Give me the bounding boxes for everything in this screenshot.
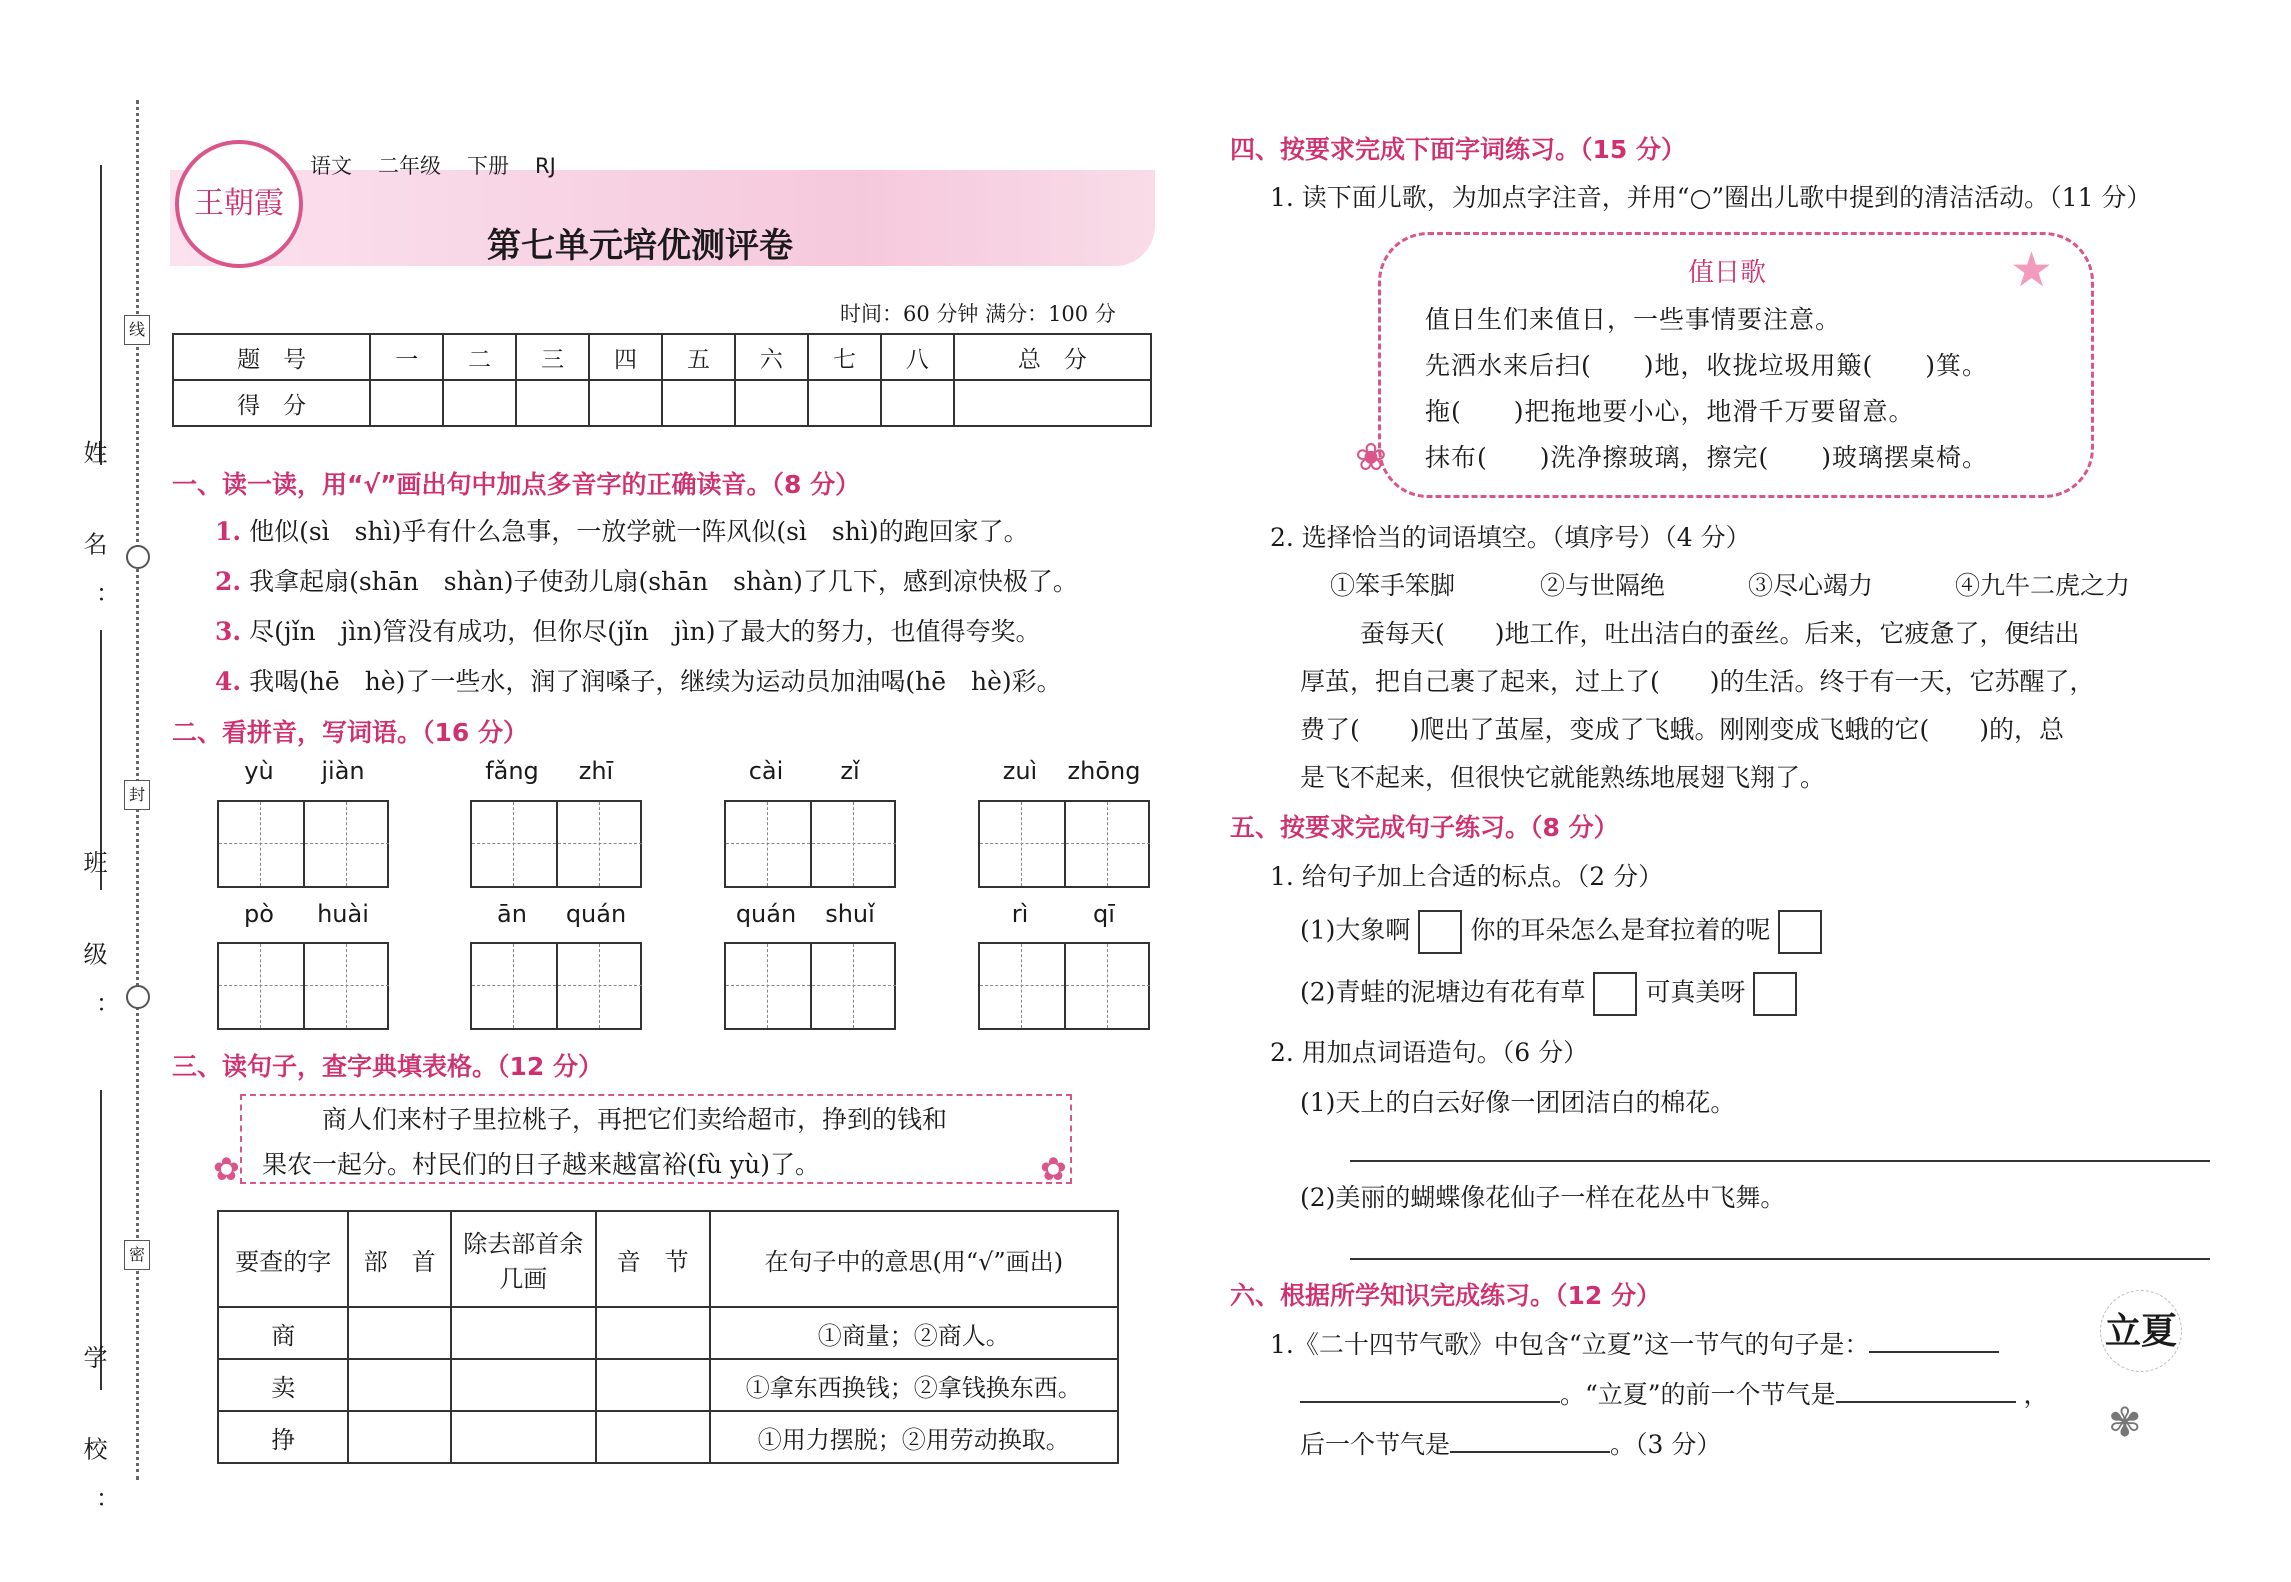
punct-box[interactable] — [1778, 910, 1822, 954]
star-icon: ✿ — [1040, 1150, 1067, 1188]
score-header-cell: 题 号 — [173, 334, 370, 380]
answer-line[interactable] — [1350, 1160, 2210, 1162]
score-cell[interactable] — [516, 380, 589, 426]
pinyin-label: zuì — [1002, 757, 1038, 785]
section-1-heading: 一、读一读，用“√”画出句中加点多音字的正确读音。（8 分） — [172, 470, 861, 499]
tian-grid[interactable] — [724, 942, 896, 1030]
answer-cell[interactable] — [596, 1359, 710, 1411]
passage-line-1: 商人们来村子里拉桃子，再把它们卖给超市，挣到的钱和 — [322, 1105, 948, 1134]
seal-mark-secret: 密 — [124, 1240, 150, 1270]
pinyin-label: quán — [735, 900, 797, 928]
answer-cell[interactable] — [451, 1307, 596, 1359]
time-info: 时间：60 分钟 满分：100 分 — [840, 302, 1116, 326]
punct-box[interactable] — [1753, 972, 1797, 1016]
answer-cell[interactable] — [451, 1411, 596, 1463]
score-header-cell: 八 — [881, 334, 954, 380]
pinyin-label: pò — [244, 900, 274, 928]
seal-mark-line: 线 — [124, 315, 150, 345]
poem-title: 值日歌 — [1688, 258, 1767, 288]
q6-line-1: 1.《二十四节气歌》中包含“立夏”这一节气的句子是： — [1270, 1325, 1999, 1361]
pinyin-label: shuǐ — [825, 900, 875, 928]
score-cell[interactable] — [443, 380, 516, 426]
answer-cell[interactable] — [348, 1307, 450, 1359]
fill-paragraph-line: 是飞不起来，但很快它就能熟练地展翅飞翔了。 — [1300, 763, 1826, 792]
section-2-heading: 二、看拼音，写词语。（16 分） — [172, 718, 528, 747]
score-row-label: 得 分 — [173, 380, 370, 426]
fill-paragraph-line: 厚茧，把自己裹了起来，过上了( )的生活。终于有一天，它苏醒了， — [1300, 667, 2095, 696]
school-label: 学 校： — [79, 1345, 107, 1545]
pinyin-label: quán — [565, 900, 627, 928]
score-cell[interactable] — [808, 380, 881, 426]
pinyin-label: zhōng — [1067, 757, 1141, 785]
solar-term-badge: 立夏 — [2100, 1290, 2182, 1372]
answer-cell[interactable] — [596, 1411, 710, 1463]
plant-icon: ✾ — [2108, 1400, 2142, 1446]
section-5-heading: 五、按要求完成句子练习。（8 分） — [1230, 813, 1619, 842]
seal-mark-seal: 封 — [124, 780, 150, 810]
score-cell[interactable] — [662, 380, 735, 426]
score-cell[interactable] — [881, 380, 954, 426]
meaning-options[interactable]: ①用力摆脱；②用劳动换取。 — [710, 1411, 1118, 1463]
score-header-cell: 六 — [735, 334, 808, 380]
q4-1: 1. 读下面儿歌，为加点字注音，并用“○”圈出儿歌中提到的清洁活动。（11 分） — [1270, 183, 2152, 212]
dict-header-cell: 音 节 — [596, 1211, 710, 1307]
section-1-item: 2. 我拿起扇(shān shàn)子使劲儿扇(shān shàn)了几下，感到凉快极了。 — [215, 567, 1078, 596]
score-header-cell: 七 — [808, 334, 881, 380]
score-header-cell: 四 — [589, 334, 662, 380]
word-option: ④九牛二虎之力 — [1955, 571, 2131, 600]
answer-cell[interactable] — [348, 1359, 450, 1411]
section-6-heading: 六、根据所学知识完成练习。（12 分） — [1230, 1281, 1661, 1310]
fill-paragraph-line: 费了( )爬出了茧屋，变成了飞蛾。刚刚变成飞蛾的它( )的，总 — [1300, 715, 2065, 744]
q5-1: 1. 给句子加上合适的标点。（2 分） — [1270, 862, 1664, 891]
dict-header-cell: 除去部首余几画 — [451, 1211, 596, 1307]
q6-line-3: 后一个节气是 。（3 分） — [1300, 1430, 1722, 1459]
pinyin-label: fǎng — [485, 757, 539, 785]
answer-cell[interactable] — [348, 1411, 450, 1463]
dict-header-cell: 部 首 — [348, 1211, 450, 1307]
pinyin-label: zǐ — [840, 757, 860, 785]
example-sentence-1: (1)天上的白云好像一团团洁白的棉花。 — [1300, 1088, 1736, 1117]
punct-sentence-1: (1)大象啊 你的耳朵怎么是耷拉着的呢 — [1300, 910, 1830, 954]
name-line[interactable] — [100, 165, 102, 465]
class-label: 班 级： — [79, 850, 107, 1050]
score-header-cell: 三 — [516, 334, 589, 380]
lookup-char: 挣 — [218, 1411, 348, 1463]
score-header-cell: 一 — [370, 334, 443, 380]
dict-header-cell: 要查的字 — [218, 1211, 348, 1307]
pinyin-label: ān — [497, 900, 527, 928]
score-cell[interactable] — [735, 380, 808, 426]
section-1-item: 3. 尽(jǐn jìn)管没有成功，但你尽(jǐn jìn)了最大的努力，也值得夸奖。 — [215, 617, 1041, 646]
poem-line: 值日生们来值日，一些事情要注意。 — [1425, 305, 1842, 334]
tian-grid[interactable] — [978, 800, 1150, 888]
word-option: ③尽心竭力 — [1748, 571, 1874, 600]
dictionary-table — [217, 1210, 1119, 1464]
word-option: ①笨手笨脚 — [1330, 571, 1456, 600]
lookup-char: 卖 — [218, 1359, 348, 1411]
course-info: 语文 二年级 下册 RJ — [310, 154, 556, 178]
word-option: ②与世隔绝 — [1540, 571, 1666, 600]
answer-blank[interactable] — [1450, 1451, 1610, 1453]
page-title: 第七单元培优测评卷 — [487, 226, 793, 266]
meaning-options[interactable]: ①拿东西换钱；②拿钱换东西。 — [710, 1359, 1118, 1411]
tian-grid[interactable] — [217, 942, 389, 1030]
answer-blank[interactable] — [1300, 1401, 1560, 1403]
pinyin-label: zhī — [578, 757, 614, 785]
star-icon: ★ — [2010, 242, 2054, 298]
fill-paragraph-line: 蚕每天( )地工作，吐出洁白的蚕丝。后来，它疲惫了，便结出 — [1360, 619, 2080, 648]
punct-sentence-2: (2)青蛙的泥塘边有花有草 可真美呀 — [1300, 972, 1805, 1016]
pinyin-label: cài — [748, 757, 784, 785]
section-3-heading: 三、读句子，查字典填表格。（12 分） — [172, 1052, 603, 1081]
answer-line[interactable] — [1350, 1258, 2210, 1260]
score-header-cell: 五 — [662, 334, 735, 380]
score-header-cell: 二 — [443, 334, 516, 380]
poem-line: 抹布( )洗净擦玻璃，擦完( )玻璃摆桌椅。 — [1425, 443, 1989, 472]
score-table — [172, 333, 1152, 427]
pinyin-label: jiàn — [321, 757, 365, 785]
star-icon: ✿ — [213, 1150, 240, 1188]
example-sentence-2: (2)美丽的蝴蝶像花仙子一样在花丛中飞舞。 — [1300, 1183, 1786, 1212]
score-header-cell: 总 分 — [954, 334, 1151, 380]
q6-line-2: 。“立夏”的前一个节气是 ， — [1300, 1375, 2049, 1411]
section-1-item: 1. 他似(sì shì)乎有什么急事，一放学就一阵风似(sì shì)的跑回家了。 — [215, 517, 1029, 546]
pinyin-label: huài — [317, 900, 369, 928]
pinyin-label: rì — [1011, 900, 1029, 928]
dict-header-cell: 在句子中的意思(用“√”画出) — [710, 1211, 1118, 1307]
pinyin-label: yù — [244, 757, 274, 785]
poem-line: 先洒水来后扫( )地，收拢垃圾用簸( )箕。 — [1425, 351, 1989, 380]
tian-grid[interactable] — [724, 800, 896, 888]
lookup-char: 商 — [218, 1307, 348, 1359]
name-label: 姓 名： — [79, 440, 107, 640]
answer-cell[interactable] — [451, 1359, 596, 1411]
score-cell[interactable] — [954, 380, 1151, 426]
poem-line: 拖( )把拖地要小心，地滑千万要留意。 — [1425, 397, 1915, 426]
punct-box[interactable] — [1418, 910, 1462, 954]
punct-box[interactable] — [1593, 972, 1637, 1016]
answer-cell[interactable] — [596, 1307, 710, 1359]
pinyin-label: qī — [1093, 900, 1115, 928]
q5-2: 2. 用加点词语造句。（6 分） — [1270, 1038, 1589, 1067]
tian-grid[interactable] — [217, 800, 389, 888]
binding-hole-icon — [126, 985, 150, 1009]
q4-2: 2. 选择恰当的词语填空。（填序号）（4 分） — [1270, 523, 1751, 552]
binding-hole-icon — [126, 545, 150, 569]
flower-pot-icon: ❀ — [1355, 435, 1387, 479]
tian-grid[interactable] — [978, 942, 1150, 1030]
passage-line-2: 果农一起分。村民们的日子越来越富裕(fù yù)了。 — [262, 1150, 821, 1179]
tian-grid[interactable] — [470, 800, 642, 888]
answer-blank[interactable] — [1869, 1351, 1999, 1353]
section-4-heading: 四、按要求完成下面字词练习。（15 分） — [1230, 135, 1686, 164]
answer-blank[interactable] — [1836, 1401, 2016, 1403]
meaning-options[interactable]: ①商量；②商人。 — [710, 1307, 1118, 1359]
score-cell[interactable] — [370, 380, 443, 426]
section-1-item: 4. 我喝(hē hè)了一些水，润了润嗓子，继续为运动员加油喝(hē hè)彩。 — [215, 667, 1062, 696]
brand-logo: 王朝霞 — [175, 140, 303, 268]
score-cell[interactable] — [589, 380, 662, 426]
tian-grid[interactable] — [470, 942, 642, 1030]
